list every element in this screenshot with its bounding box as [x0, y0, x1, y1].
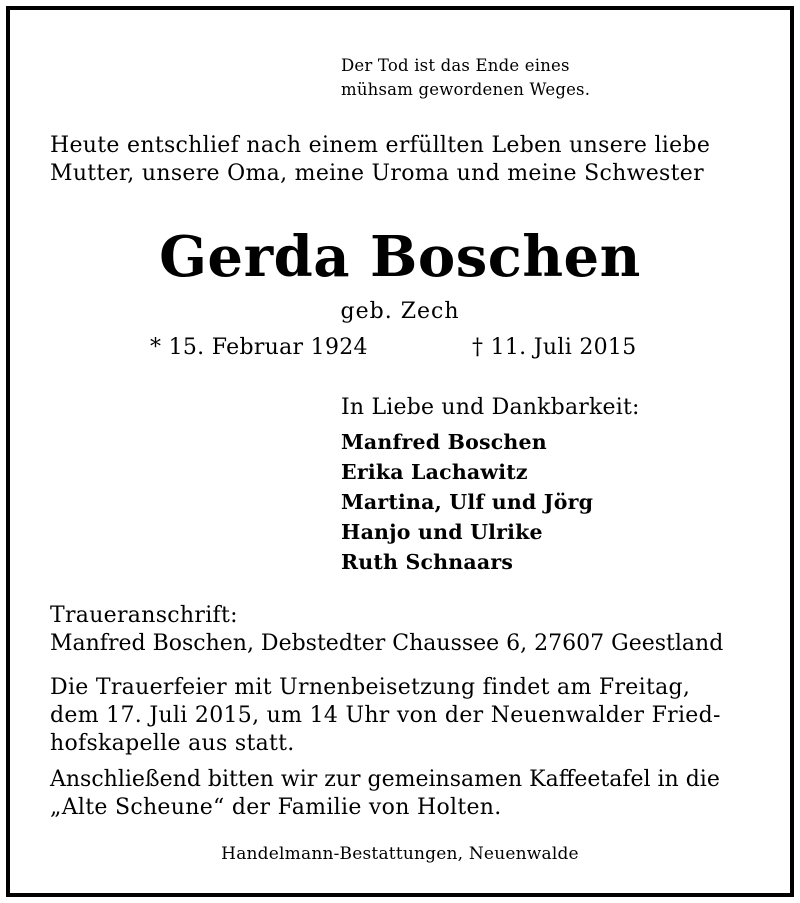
mourners-heading: In Liebe und Dankbarkeit:: [341, 395, 640, 420]
reception-line-1: Anschließend bitten wir zur gemeinsamen Kaffeetafel in die: [50, 767, 720, 792]
reception-line-2: „Alte Scheune“ der Familie von Holten.: [50, 795, 502, 820]
ceremony-line-1: Die Trauerfeier mit Urnenbeisetzung findet am Freitag,: [50, 675, 691, 700]
birth-date: * 15. Februar 1924: [150, 335, 368, 360]
mourner-name: Erika Lachawitz: [341, 460, 528, 484]
obituary-notice: [6, 6, 794, 897]
intro-line-2: Mutter, unsere Oma, meine Uroma und meine Schwester: [50, 161, 704, 186]
motto-line-2: mühsam gewordenen Weges.: [341, 80, 591, 99]
address-text: Manfred Boschen, Debstedter Chaussee 6, 27607 Geestland: [50, 631, 724, 656]
mourner-name: Hanjo und Ulrike: [341, 520, 543, 544]
ceremony-line-2: dem 17. Juli 2015, um 14 Uhr von der Neuenwalder Fried-: [50, 703, 721, 728]
deceased-name: Gerda Boschen: [159, 224, 641, 290]
death-date: † 11. Juli 2015: [472, 335, 637, 360]
motto-line-1: Der Tod ist das Ende eines: [341, 56, 570, 75]
mourner-name: Martina, Ulf und Jörg: [341, 490, 594, 514]
address-label: Traueranschrift:: [50, 603, 238, 628]
birth-name: geb. Zech: [340, 299, 460, 324]
ceremony-line-3: hofskapelle aus statt.: [50, 731, 295, 756]
intro-line-1: Heute entschlief nach einem erfüllten Leben unsere liebe: [50, 133, 711, 158]
mourner-name: Ruth Schnaars: [341, 550, 514, 574]
mourner-name: Manfred Boschen: [341, 430, 547, 454]
undertaker: Handelmann-Bestattungen, Neuenwalde: [221, 844, 579, 864]
